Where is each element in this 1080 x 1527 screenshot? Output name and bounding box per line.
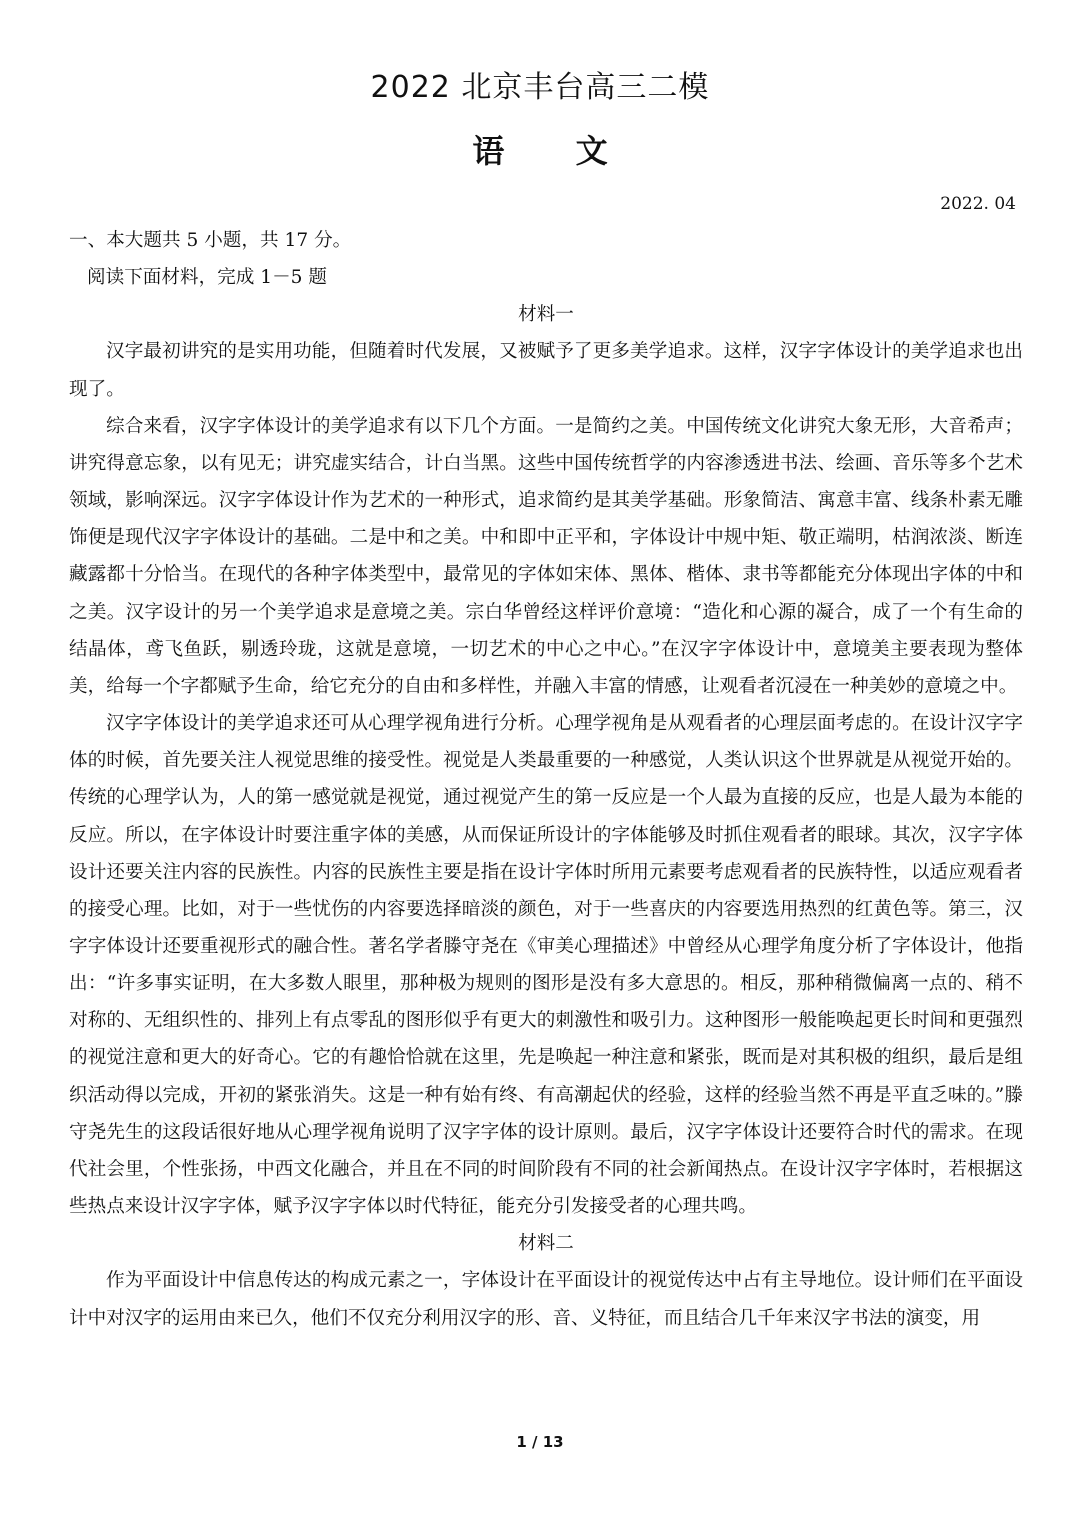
material-1-paragraph-2: 综合来看，汉字字体设计的美学追求有以下几个方面。一是简约之美。中国传统文化讲究大象无形，大音希声；讲究得意忘象，以有见无；讲究虚实结合，计白当黑。这些中国传统哲学的内容渗透进书法、绘画、音乐等多个艺术领域，影响深远。汉字字体设计作为艺术的一种形式，追求简约是其美学基础。形象简洁、寓意丰富、线条朴素无雕饰便是现代汉字字体设计的基础。二是中和之美。中和即中正平和，字体设计中规中矩、敬正端明，枯润浓淡、断连藏露都十分恰当。在现代的各种字体类型中，最常见的字体如宋体、黑体、楷体、隶书等都能充分体现出字体的中和之美。汉字设计的另一个美学追求是意境之美。宗白华曾经这样评价意境：“造化和心源的凝合，成了一个有生命的结晶体，鸢飞鱼跃，剔透玲珑，这就是意境，一切艺术的中心之中心。”在汉字字体设计中，意境美主要表现为整体美，给每一个字都赋予生命，给它充分的自由和多样性，并融入丰富的情感，让观看者沉浸在一种美妙的意境之中。 [69,415,1023,697]
page-number: 1 / 13 [516,1433,564,1451]
reading-instruction: 阅读下面材料，完成 1－5 题 [87,267,328,289]
exam-title: 2022 北京丰台高三二模 [370,70,710,105]
material-1-paragraph-1: 汉字最初讲究的是实用功能，但随着时代发展，又被赋予了更多美学追求。这样，汉字字体设计的美学追求也出现了。 [69,341,1023,400]
section-heading: 一、本大题共 5 小题，共 17 分。 [69,230,352,251]
material-1-paragraph-3: 汉字字体设计的美学追求还可从心理学视角进行分析。心理学视角是从观看者的心理层面考虑的。在设计汉字字体的时候，首先要关注人视觉思维的接受性。视觉是人类最重要的一种感觉，人类认识这个世界就是从视觉开始的。传统的心理学认为，人的第一感觉就是视觉，通过视觉产生的第一反应是一个人最为直接的反应，也是人最为本能的反应。所以，在字体设计时要注重字体的美感，从而保证所设计的字体能够及时抓住观看者的眼球。其次，汉字字体设计还要关注内容的民族性。内容的民族性主要是指在设计字体时所用元素要考虑观看者的民族特性，以适应观看者的接受心理。比如，对于一些忧伤的内容要选择暗淡的颜色，对于一些喜庆的内容要选用热烈的红黄色等。第三，汉字字体设计还要重视形式的融合性。著名学者滕守尧在《审美心理描述》中曾经从心理学角度分析了字体设计，他指出：“许多事实证明，在大多数人眼里，那种极为规则的图形是没有多大意思的。相反，那种稍微偏离一点的、稍不对称的、无组织性的、排列上有点零乱的图形似乎有更大的刺激性和吸引力。这种图形一般能唤起更长时间和更强烈的视觉注意和更大的好奇心。它的有趣恰恰就在这里，先是唤起一种注意和紧张，既而是对其积极的组织，最后是组织活动得以完成，开初的紧张消失。这是一种有始有终、有高潮起伏的经验，这样的经验当然不再是平直乏味的。”滕守尧先生的这段话很好地从心理学视角说明了汉字字体的设计原则。最后，汉字字体设计还要符合时代的需求。在现代社会里，个性张扬，中西文化融合，并且在不同的时间阶段有不同的社会新闻热点。在设计汉字字体时，若根据这些热点来设计汉字字体，赋予汉字字体以时代特征，能充分引发接受者的心理共鸣。 [69,713,1023,1218]
material-2-heading: 材料二 [518,1233,574,1255]
subject-title: 语 文 [472,132,608,170]
material-1-heading: 材料一 [518,304,574,326]
document-body [69,222,1023,1337]
material-2-paragraph-1: 作为平面设计中信息传达的构成元素之一，字体设计在平面设计的视觉传达中占有主导地位。设计师们在平面设计中对汉字的运用由来已久，他们不仅充分利用汉字的形、音、义特征，而且结合几千年来汉字书法的演变，用 [69,1270,1023,1329]
exam-date: 2022. 04 [940,194,1016,214]
